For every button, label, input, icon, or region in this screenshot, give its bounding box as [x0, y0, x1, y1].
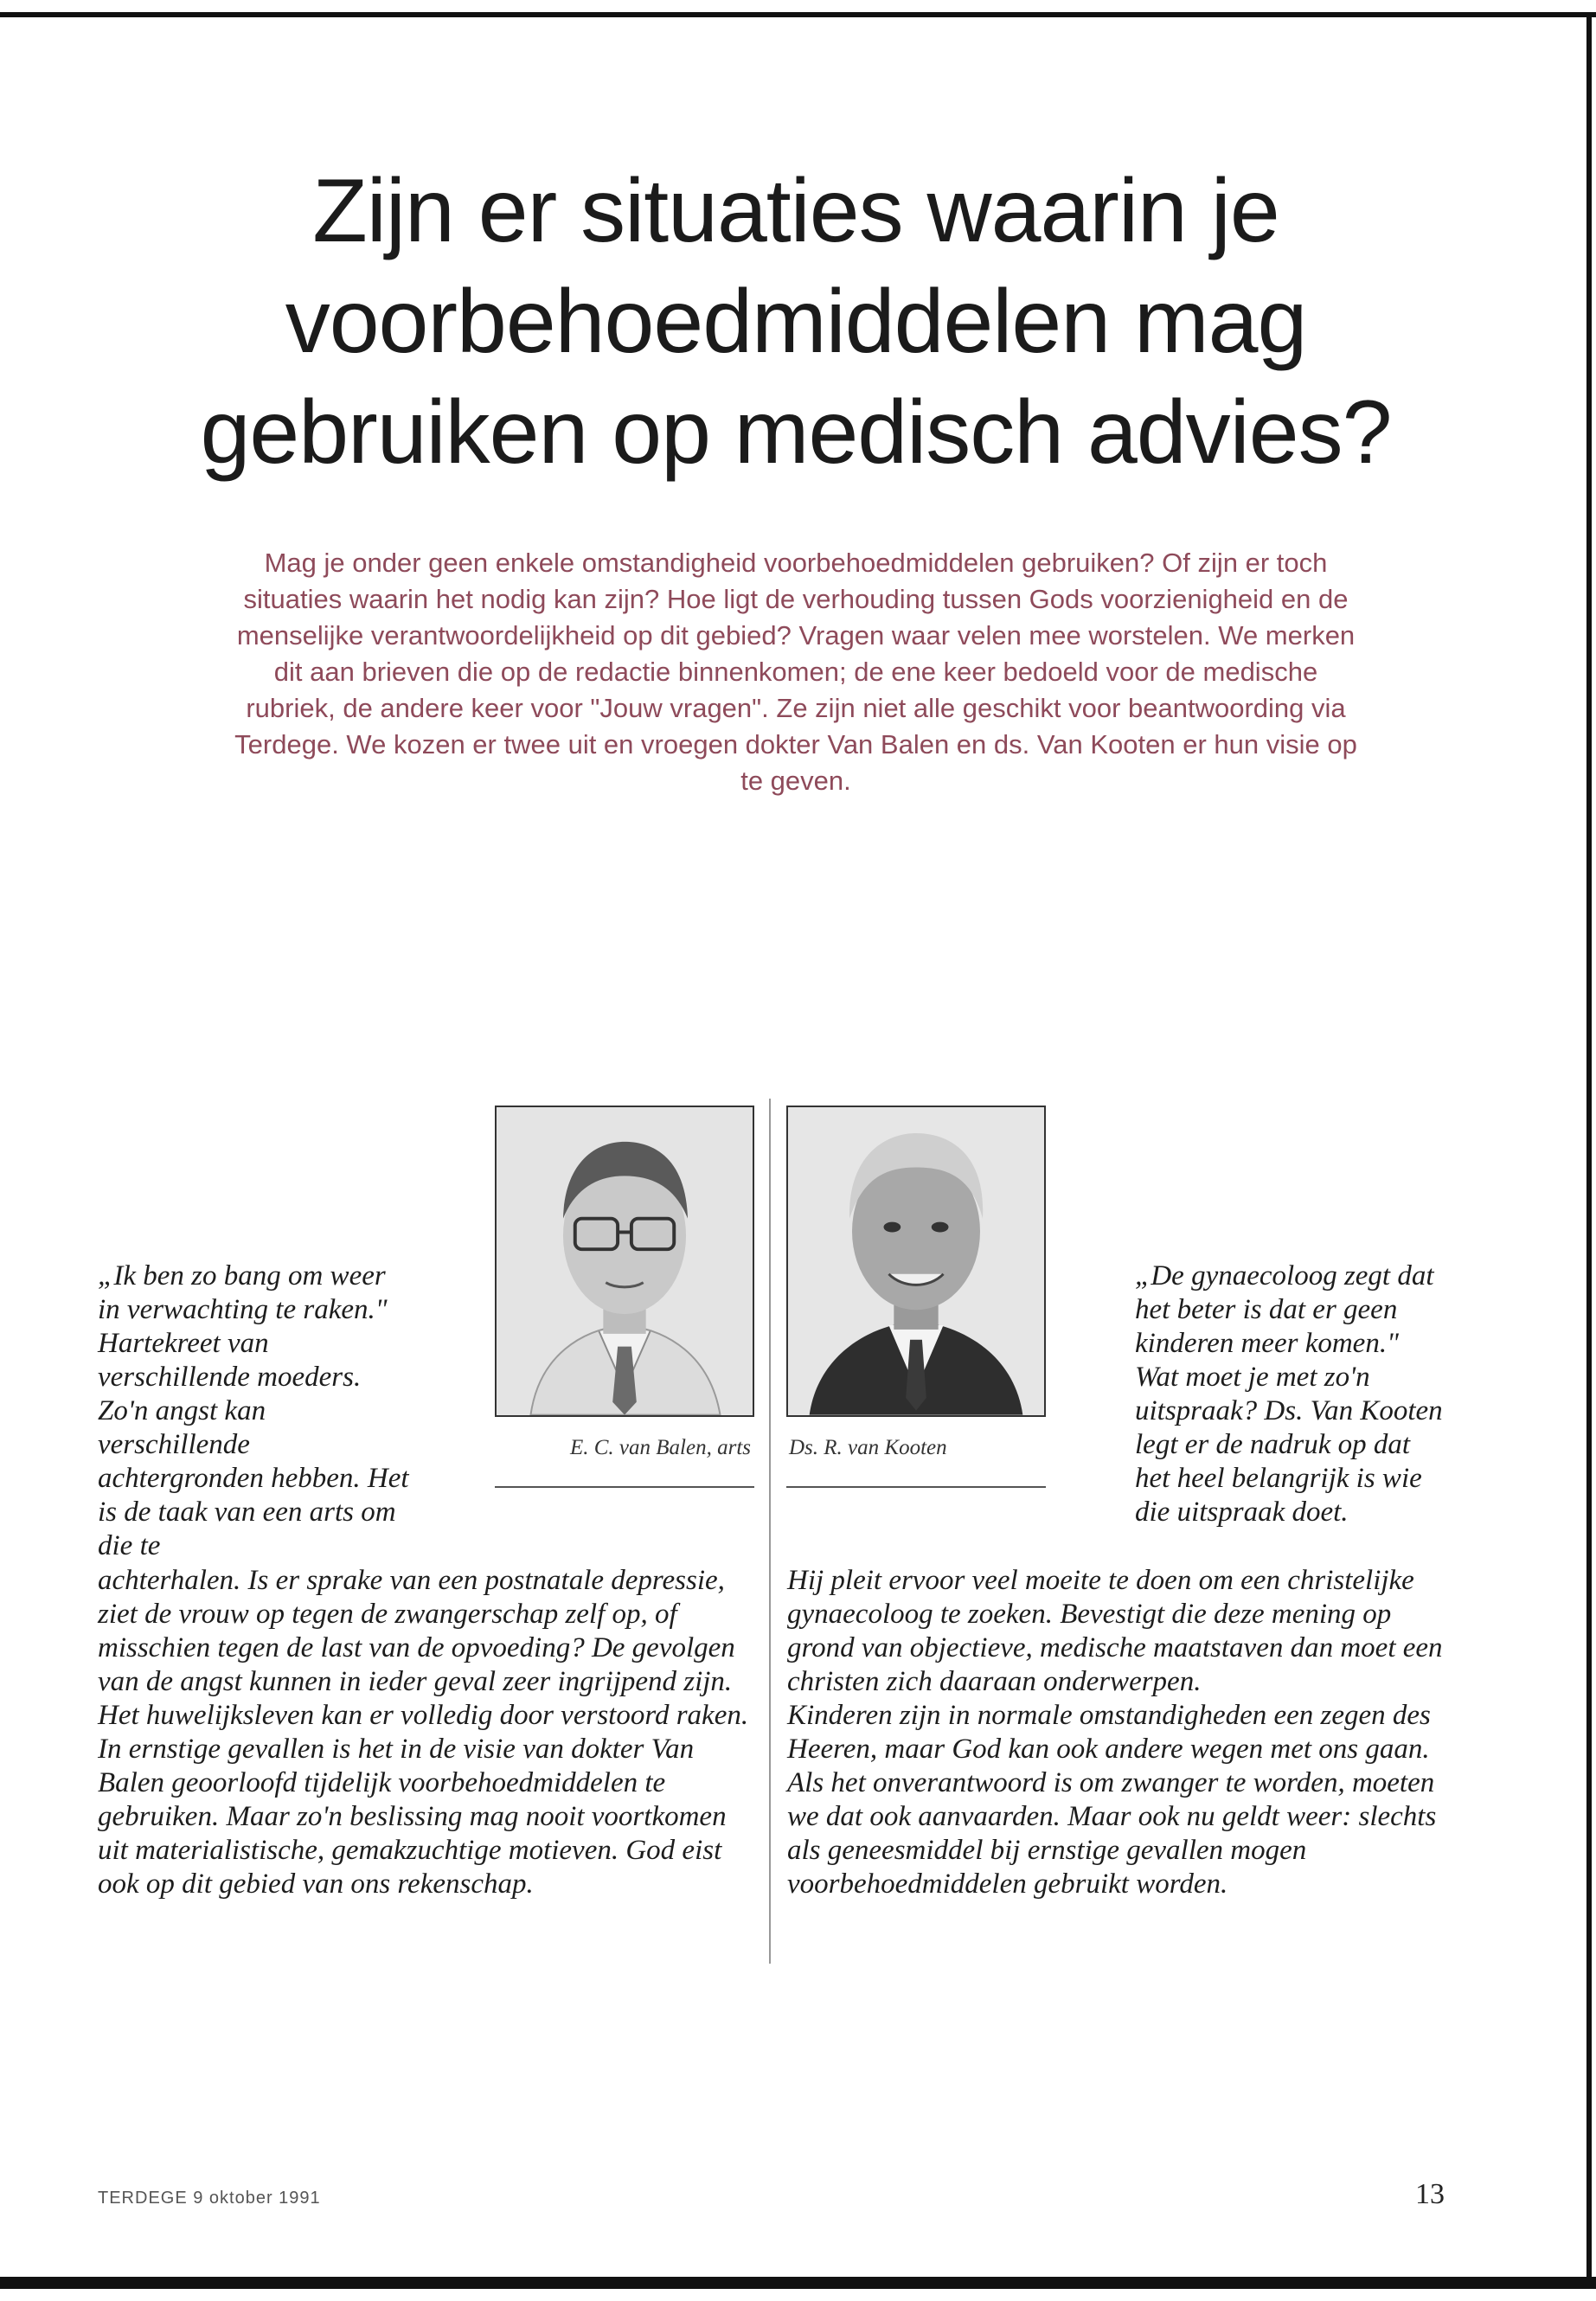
right-column-body: [787, 1564, 1453, 1901]
article-headline: Zijn er situaties waarin je voorbehoedmiddelen mag gebruiken op medisch advies?: [200, 161, 1392, 483]
photo-caption-van-balen: E. C. van Balen, arts: [569, 1436, 751, 1459]
left-column-body: [98, 1564, 755, 1901]
right-column-paragraph-2: Kinderen zijn in normale omstandigheden een zegen des Heeren, maar God kan ook andere wegen met ons gaan. Als het onverantwoord is om zwanger te worden, moeten we dat ook aanvaarden. Maar ook nu geldt weer: slechts als geneesmiddel bij ernstige gevallen mogen voorbehoedmiddelen gebruikt worden.: [787, 1700, 1437, 1900]
right-border: [1586, 12, 1592, 2279]
caption-rule-right: [786, 1486, 1046, 1488]
photo-caption-van-kooten: Ds. R. van Kooten: [789, 1436, 947, 1459]
photo-van-balen: [495, 1106, 754, 1417]
column-divider: [769, 1099, 771, 1964]
right-column-paragraph-1: Hij pleit ervoor veel moeite te doen om een christelijke gynaecoloog te zoeken. Bevestigt die deze mening op grond van objectieve, medische maatstaven dan moet een christen zich daaraan onderwerpen.: [787, 1565, 1443, 1697]
left-column-lead: „Ik ben zo bang om weer in verwachting te raken." Hartekreet van verschillende moeders. Zo'n angst kan verschillende achtergronden hebben. Het is de taak van een arts om die te: [98, 1260, 409, 1561]
bottom-border: [0, 2277, 1596, 2289]
portrait-van-kooten-image: [788, 1107, 1044, 1415]
left-column-paragraph: achterhalen. Is er sprake van een postnatale depressie, ziet de vrouw op tegen de zwangerschap zelf op, of misschien tegen de last van de opvoeding? De gevolgen van de angst kunnen in ieder geval zeer ingrijpend zijn. Het huwelijksleven kan er volledig door verstoord raken. In ernstige gevallen is het in de visie van dokter Van Balen geoorloofd tijdelijk voorbehoedmiddelen te gebruiken. Maar zo'n beslissing mag nooit voortkomen uit materialistische, gemakzuchtige motieven. God eist ook op dit gebied van ons rekenschap.: [98, 1565, 749, 1900]
right-column-lead: „De gynaecoloog zegt dat het beter is dat er geen kinderen meer komen." Wat moet je met zo'n uitspraak? Ds. Van Kooten legt er de nadruk op dat het heel belangrijk is wie die uitspraak doet.: [1135, 1260, 1443, 1528]
footer-publication: TERDEGE 9 oktober 1991: [98, 2189, 321, 2208]
page-number: 13: [1415, 2178, 1445, 2210]
article-intro: Mag je onder geen enkele omstandigheid voorbehoedmiddelen gebruiken? Of zijn er toch situaties waarin het nodig kan zijn? Hoe ligt de verhouding tussen Gods voorzienigheid en de menselijke verantwoordelijkheid op dit gebied? Vragen waar velen mee worstelen. We merken dit aan brieven die op de redactie binnenkomen; de ene keer bedoeld voor de medische rubriek, de andere keer voor "Jouw vragen". Ze zijn niet alle geschikt voor beantwoording via Terdege. We kozen er twee uit en vroegen dokter Van Balen en ds. Van Kooten er hun visie op te geven.: [234, 548, 1357, 796]
top-border: [0, 12, 1596, 17]
caption-rule-left: [495, 1486, 754, 1488]
photo-van-kooten: [786, 1106, 1046, 1417]
portrait-van-balen-image: [497, 1107, 753, 1415]
